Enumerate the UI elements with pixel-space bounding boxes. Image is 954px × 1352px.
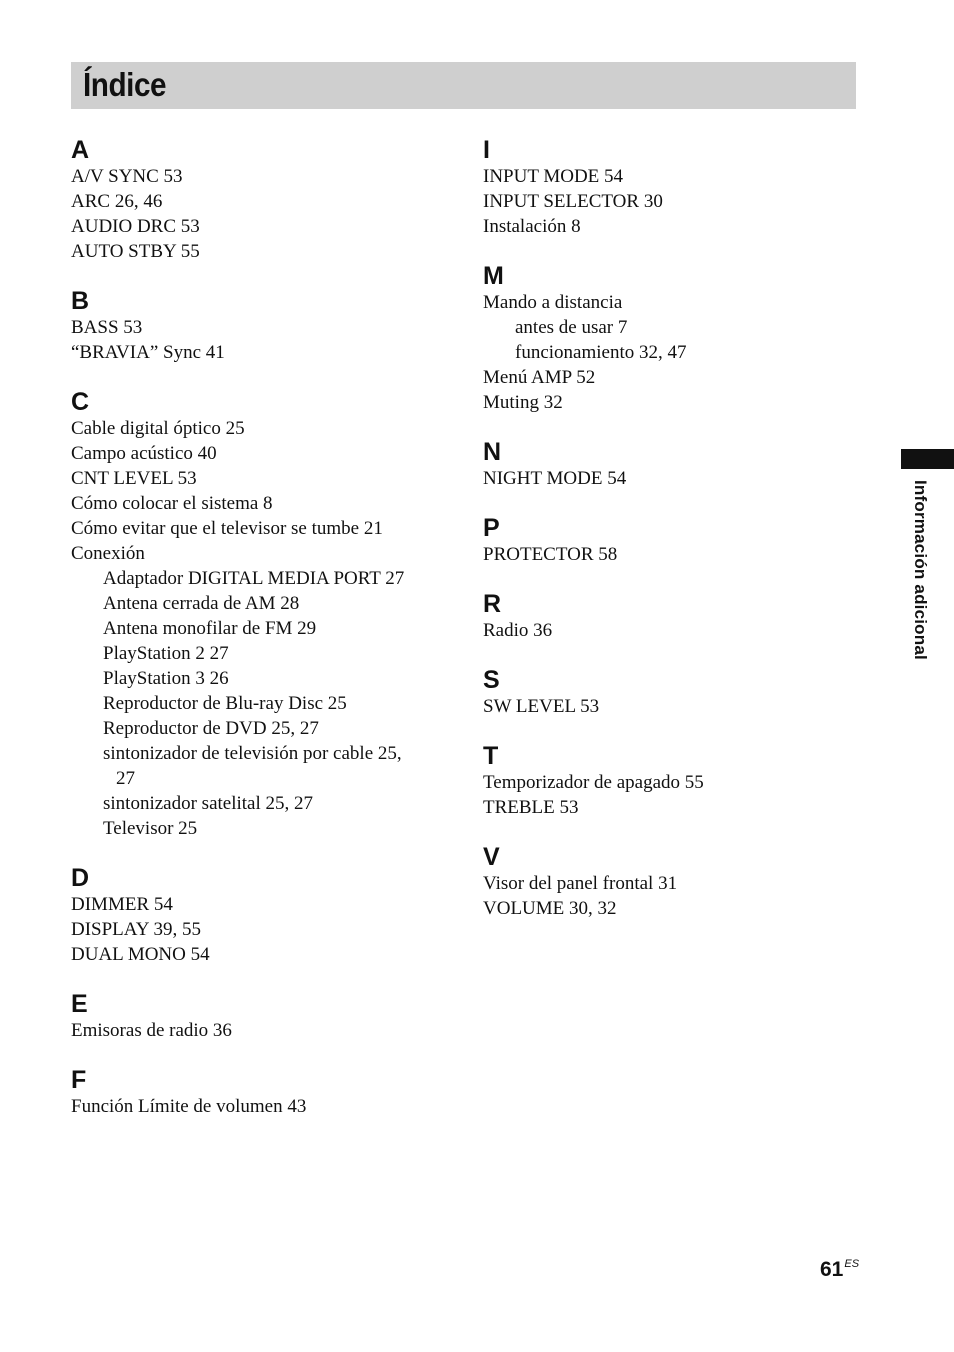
index-letter-heading: A (71, 136, 90, 164)
index-section (483, 666, 863, 719)
index-entry: Función Límite de volumen 43 (71, 1096, 307, 1117)
index-section (483, 843, 863, 921)
index-entry: Muting 32 (483, 392, 563, 413)
index-entry: TREBLE 53 (483, 797, 579, 818)
index-section (71, 864, 451, 967)
index-letter-heading: B (71, 287, 90, 315)
index-entry: A/V SYNC 53 (71, 166, 183, 187)
index-entry: Cable digital óptico 25 (71, 418, 245, 439)
index-letter-heading: N (483, 438, 502, 466)
page-title: Índice (83, 66, 167, 103)
page-language-suffix: ES (844, 1258, 860, 1270)
index-section (483, 742, 863, 820)
index-entry: CNT LEVEL 53 (71, 468, 197, 489)
index-section (71, 287, 451, 365)
index-subentry: sintonizador de televisión por cable 25, (103, 743, 402, 764)
index-subentry: funcionamiento 32, 47 (515, 342, 687, 363)
index-section (71, 136, 451, 264)
index-subentry: Reproductor de DVD 25, 27 (103, 718, 319, 739)
index-letter-heading: F (71, 1066, 87, 1094)
section-side-label: Información adicional (911, 480, 930, 660)
index-section (71, 388, 451, 841)
index-entry: AUTO STBY 55 (71, 241, 200, 262)
index-entry: ARC 26, 46 (71, 191, 163, 212)
index-entry: PROTECTOR 58 (483, 544, 618, 565)
index-letter-heading: T (483, 742, 499, 770)
index-entry: DUAL MONO 54 (71, 944, 210, 965)
section-tab-marker (901, 449, 954, 469)
index-subentry: Adaptador DIGITAL MEDIA PORT 27 (103, 568, 405, 589)
index-entry: Temporizador de apagado 55 (483, 772, 704, 793)
index-subentry: 27 (116, 768, 135, 789)
index-column-left (71, 136, 451, 1142)
index-section (71, 1066, 451, 1119)
index-entry: DISPLAY 39, 55 (71, 919, 202, 940)
index-entry: Instalación 8 (483, 216, 581, 237)
index-column-right (483, 136, 863, 944)
index-entry: Menú AMP 52 (483, 367, 596, 388)
index-subentry: Antena monofilar de FM 29 (103, 618, 317, 639)
index-entry: Radio 36 (483, 620, 553, 641)
index-letter-heading: S (483, 666, 500, 694)
page-number (820, 1258, 859, 1282)
index-entry: “BRAVIA” Sync 41 (71, 342, 225, 363)
index-entry: Campo acústico 40 (71, 443, 217, 464)
index-letter-heading: C (71, 388, 90, 416)
index-section (483, 262, 863, 415)
index-entry: Emisoras de radio 36 (71, 1020, 232, 1041)
index-entry: INPUT SELECTOR 30 (483, 191, 663, 212)
index-subentry: Televisor 25 (103, 818, 198, 839)
index-subentry: PlayStation 3 26 (103, 668, 229, 689)
index-entry: SW LEVEL 53 (483, 696, 600, 717)
index-entry: Cómo evitar que el televisor se tumbe 21 (71, 518, 383, 539)
index-section (71, 990, 451, 1043)
index-entry: DIMMER 54 (71, 894, 173, 915)
index-letter-heading: I (483, 136, 490, 164)
index-subentry: Antena cerrada de AM 28 (103, 593, 300, 614)
index-section (483, 590, 863, 643)
index-letter-heading: D (71, 864, 90, 892)
index-section (483, 136, 863, 239)
index-entry: AUDIO DRC 53 (71, 216, 200, 237)
index-subentry: PlayStation 2 27 (103, 643, 229, 664)
index-section (483, 438, 863, 491)
index-letter-heading: R (483, 590, 502, 618)
index-letter-heading: V (483, 843, 500, 871)
index-letter-heading: M (483, 262, 504, 290)
index-entry: NIGHT MODE 54 (483, 468, 627, 489)
index-section (483, 514, 863, 567)
index-entry: Visor del panel frontal 31 (483, 873, 678, 894)
index-subentry: antes de usar 7 (515, 317, 628, 338)
index-subentry: Reproductor de Blu-ray Disc 25 (103, 693, 347, 714)
index-entry: Cómo colocar el sistema 8 (71, 493, 273, 514)
index-letter-heading: E (71, 990, 88, 1018)
index-entry: Mando a distancia (483, 292, 623, 313)
index-entry: VOLUME 30, 32 (483, 898, 617, 919)
index-subentry: sintonizador satelital 25, 27 (103, 793, 314, 814)
page-number-value: 61 (820, 1258, 844, 1281)
title-bar (71, 62, 856, 109)
index-entry: Conexión (71, 543, 145, 564)
index-letter-heading: P (483, 514, 500, 542)
index-entry: INPUT MODE 54 (483, 166, 624, 187)
index-entry: BASS 53 (71, 317, 143, 338)
